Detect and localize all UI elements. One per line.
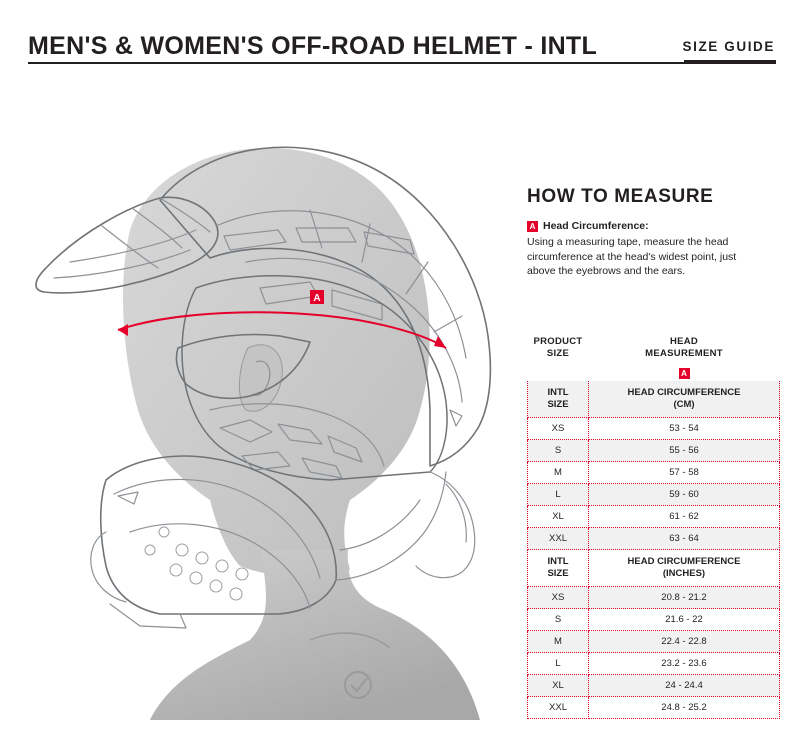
row-size: S: [528, 440, 589, 462]
header-product-size: [528, 331, 589, 366]
table-row: [528, 528, 780, 550]
header-right-group: [682, 39, 776, 62]
header-product-size-line2: SIZE: [546, 348, 570, 359]
section-cm-measure-header-line1: HEAD CIRCUMFERENCE: [627, 387, 741, 398]
row-measure: 55 - 56: [589, 440, 780, 462]
row-size: XS: [528, 587, 589, 609]
row-size: M: [528, 631, 589, 653]
table-row: [528, 587, 780, 609]
row-size: L: [528, 484, 589, 506]
row-size: L: [528, 653, 589, 675]
row-measure: 59 - 60: [589, 484, 780, 506]
section-in-size-header-line2: SIZE: [547, 568, 569, 579]
table-badge-row: [528, 366, 780, 381]
helmet-illustration: [10, 80, 515, 720]
table-row: [528, 653, 780, 675]
header-head-measurement-line1: HEAD: [669, 336, 699, 347]
header-head-measurement: [589, 331, 780, 366]
table-row: [528, 418, 780, 440]
row-measure: 24 - 24.4: [589, 675, 780, 697]
row-size: XXL: [528, 528, 589, 550]
table-row: [528, 675, 780, 697]
head-circumference-badge-icon: A: [527, 221, 538, 232]
rider-silhouette: [123, 148, 480, 720]
row-size: XXL: [528, 697, 589, 719]
page-header: [28, 20, 776, 62]
size-table: [527, 330, 780, 719]
table-row: [528, 631, 780, 653]
row-size: S: [528, 609, 589, 631]
how-to-measure-section: [527, 186, 777, 279]
section-header-row-cm: [528, 381, 780, 418]
how-to-measure-title: HOW TO MEASURE: [527, 186, 714, 207]
row-measure: 20.8 - 21.2: [589, 587, 780, 609]
callout-badge-label: A: [313, 293, 321, 304]
section-in-measure-header-line1: HEAD CIRCUMFERENCE: [627, 556, 741, 567]
row-measure: 21.6 - 22: [589, 609, 780, 631]
size-guide-label: SIZE GUIDE: [682, 39, 775, 54]
table-row: [528, 506, 780, 528]
header-head-measurement-line2: MEASUREMENT: [645, 348, 723, 359]
row-measure: 24.8 - 25.2: [589, 697, 780, 719]
table-header-row: [528, 331, 780, 366]
row-measure: 63 - 64: [589, 528, 780, 550]
head-circumference-description: Using a measuring tape, measure the head circumference at the head's widest point, just above the eyebrows and the ears.: [527, 236, 737, 277]
table-row: [528, 484, 780, 506]
section-cm-size-header-line1: INTL: [547, 387, 569, 398]
section-cm-measure-header-line2: (CM): [673, 399, 695, 410]
section-cm-measure-header: [589, 381, 780, 418]
table-row: [528, 609, 780, 631]
badge-row-cell: [589, 366, 780, 381]
table-row: [528, 440, 780, 462]
row-measure: 53 - 54: [589, 418, 780, 440]
page-title: MEN'S & WOMEN'S OFF-ROAD HELMET - INTL: [28, 32, 598, 60]
section-in-size-header: [528, 550, 589, 587]
header-divider: [28, 62, 776, 64]
table-head-measurement-badge-icon: A: [679, 368, 690, 379]
row-size: M: [528, 462, 589, 484]
row-size: XL: [528, 675, 589, 697]
section-cm-size-header-line2: SIZE: [547, 399, 569, 410]
table-row: [528, 697, 780, 719]
row-measure: 61 - 62: [589, 506, 780, 528]
row-size: XS: [528, 418, 589, 440]
table-row: [528, 462, 780, 484]
section-cm-size-header: [528, 381, 589, 418]
section-in-measure-header-line2: (INCHES): [662, 568, 706, 579]
measure-label-row: [527, 220, 777, 233]
row-measure: 22.4 - 22.8: [589, 631, 780, 653]
section-header-row-inches: [528, 550, 780, 587]
row-measure: 23.2 - 23.6: [589, 653, 780, 675]
section-in-size-header-line1: INTL: [547, 556, 569, 567]
head-circumference-label: Head Circumference:: [543, 220, 649, 232]
badge-row-spacer: [528, 366, 589, 381]
row-size: XL: [528, 506, 589, 528]
row-measure: 57 - 58: [589, 462, 780, 484]
header-product-size-line1: PRODUCT: [533, 336, 583, 347]
section-in-measure-header: [589, 550, 780, 587]
